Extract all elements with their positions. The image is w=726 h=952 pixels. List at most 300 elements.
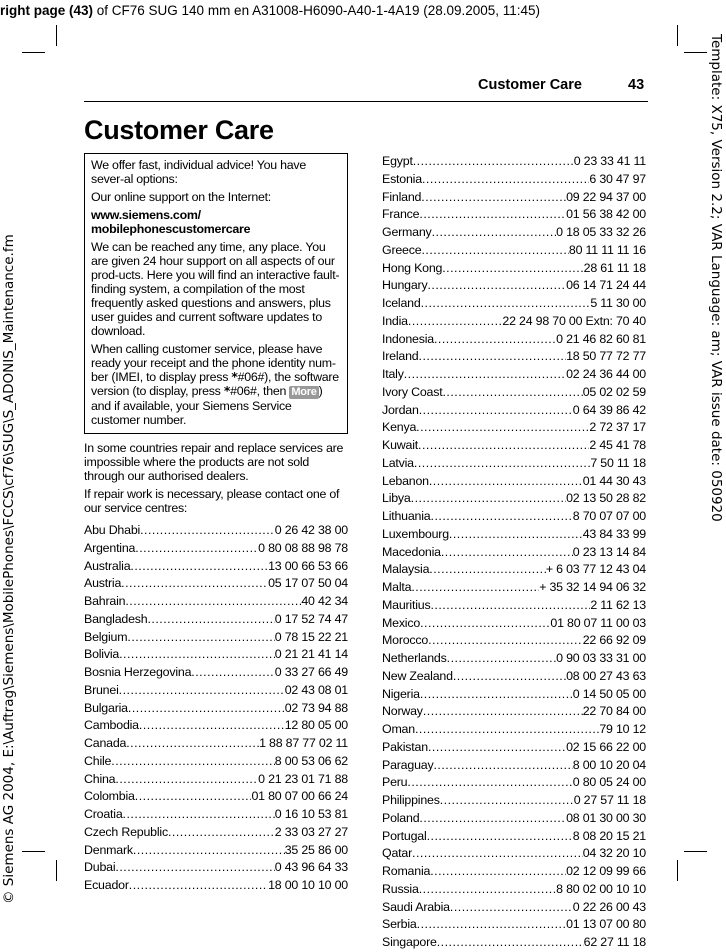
copyright-vertical: © Siemens AG 2004, E:\Auftrag\Siemens\MobilePhones\FCCS\cf76\SUG\S_ADONIS_Maintenance.fm [1, 234, 17, 904]
dot-leader [417, 916, 566, 934]
phone-number: 04 32 20 10 [582, 846, 646, 861]
dot-leader [115, 771, 258, 789]
country-name: Germany [382, 225, 432, 239]
country-row [84, 522, 348, 540]
dot-leader [115, 859, 274, 877]
country-row [382, 224, 646, 242]
dot-leader [125, 593, 301, 611]
country-name: Denmark [84, 842, 133, 857]
dot-leader [414, 455, 590, 473]
template-info-vertical: Template: X75, Version 2.2; VAR Language: am; VAR issue date: 050920 [708, 34, 724, 522]
country-row [84, 575, 348, 593]
country-row [84, 771, 348, 789]
country-name: Bangladesh [84, 611, 148, 626]
phone-number: 7 50 11 18 [590, 455, 646, 470]
country-name: Bahrain [84, 594, 126, 608]
country-row [84, 824, 348, 842]
country-name: Egypt [382, 154, 413, 168]
country-name: Ivory Coast [382, 384, 443, 399]
country-row [84, 877, 348, 895]
dot-leader [447, 650, 557, 668]
country-name: Latvia [382, 455, 414, 470]
phone-number: + 35 32 14 94 06 32 [539, 580, 646, 594]
dot-leader [431, 508, 573, 526]
country-row [84, 593, 348, 611]
calling-instructions [91, 342, 341, 427]
phone-number: 2 33 03 27 27 [274, 824, 348, 839]
phone-number: 0 23 13 14 84 [572, 544, 646, 559]
country-row [84, 806, 348, 824]
country-name: Abu Dhabi [84, 523, 141, 537]
country-row [382, 810, 646, 828]
phone-number: 05 17 07 50 04 [268, 576, 348, 591]
phone-number: 18 00 10 10 00 [268, 878, 348, 892]
country-row [84, 682, 348, 700]
phone-number: 05 02 02 59 [582, 384, 646, 399]
phone-number: 8 00 53 06 62 [274, 753, 348, 768]
service-intro [84, 441, 352, 519]
crop-mark [22, 851, 45, 852]
country-row [382, 437, 646, 455]
dot-leader [129, 877, 268, 895]
country-name: Mauritius [382, 597, 431, 612]
dot-leader [419, 402, 573, 420]
phone-number: 0 22 26 00 43 [572, 899, 646, 914]
dot-leader [111, 753, 275, 771]
country-row [382, 597, 646, 615]
country-name: Saudi Arabia [382, 899, 450, 914]
page-title: Customer Care [84, 115, 274, 145]
dot-leader [423, 703, 583, 721]
dot-leader [126, 735, 259, 753]
phone-number: 22 66 92 09 [582, 633, 646, 648]
country-name: Hungary [382, 278, 428, 293]
country-name: Oman [382, 722, 415, 736]
dot-leader [128, 700, 285, 718]
phone-number: 62 27 11 18 [583, 935, 646, 949]
country-name: Singapore [382, 935, 437, 949]
country-row [84, 753, 348, 771]
dot-leader [453, 668, 566, 686]
phone-number: 0 23 33 41 11 [573, 154, 646, 168]
country-name: Portugal [382, 828, 427, 843]
dot-leader [411, 579, 539, 597]
country-name: Chile [84, 753, 112, 768]
country-name: Kenya [382, 420, 417, 435]
dot-leader [412, 845, 583, 863]
country-row [382, 171, 646, 189]
phone-number: 0 16 10 53 81 [274, 807, 348, 821]
dot-leader [442, 260, 583, 278]
dot-leader [123, 806, 275, 824]
country-row [84, 717, 348, 735]
phone-number: 8 70 07 07 00 [572, 509, 646, 523]
phone-number: 02 73 94 88 [284, 700, 348, 715]
country-name: Italy [382, 367, 404, 381]
dot-leader [121, 575, 268, 593]
phone-number: 09 22 94 37 00 [566, 189, 646, 204]
country-name: Norway [382, 704, 423, 719]
country-row [84, 735, 348, 753]
country-name: Austria [84, 576, 122, 591]
dot-leader [421, 189, 566, 207]
phone-number: 22 24 98 70 00 Extn: 70 40 [502, 313, 646, 328]
country-row [84, 664, 348, 682]
dot-leader [428, 632, 583, 650]
support-url [91, 208, 341, 236]
country-row [382, 757, 646, 775]
dot-leader [422, 171, 589, 189]
dot-leader [421, 295, 591, 313]
country-name: Estonia [382, 171, 422, 186]
dot-leader [416, 419, 589, 437]
country-row [382, 402, 646, 420]
crop-mark [56, 25, 57, 46]
phone-number: 0 18 05 33 32 26 [556, 225, 646, 239]
country-name: Poland [382, 810, 420, 825]
country-name: Macedonia [382, 544, 441, 559]
running-header-section: Customer Care [478, 77, 582, 93]
dot-leader [432, 224, 557, 242]
phone-number: + 6 03 77 12 43 04 [545, 562, 646, 577]
country-name: Brunei [84, 682, 119, 697]
country-name: Nigeria [382, 686, 420, 701]
country-name: China [84, 771, 116, 786]
phone-number: 0 78 15 22 21 [274, 629, 348, 644]
dot-leader [441, 544, 573, 562]
phone-number: 18 50 77 72 77 [566, 349, 646, 364]
dot-leader [408, 313, 503, 331]
country-name: Jordan [382, 402, 419, 417]
country-row [382, 508, 646, 526]
phone-number: 5 11 30 00 [590, 296, 646, 310]
dot-leader [449, 526, 583, 544]
country-row [382, 419, 646, 437]
country-row [382, 490, 646, 508]
country-row [382, 668, 646, 686]
country-name: Qatar [382, 846, 412, 861]
country-row [382, 189, 646, 207]
dot-leader [427, 828, 573, 846]
country-list-right [382, 153, 646, 952]
dot-leader [421, 242, 568, 260]
dot-leader [119, 682, 285, 700]
dot-leader [419, 881, 556, 899]
dot-leader [415, 721, 599, 739]
phone-number: 02 13 50 28 82 [566, 491, 646, 506]
dot-leader [127, 629, 274, 647]
country-name: Czech Republic [84, 824, 168, 839]
country-row [382, 561, 646, 579]
dot-leader [450, 899, 573, 917]
country-row [382, 615, 646, 633]
dot-leader [419, 810, 566, 828]
country-name: Philippines [382, 793, 440, 807]
dot-leader [420, 686, 573, 704]
phone-number: 6 30 47 97 [589, 171, 646, 186]
country-row [382, 295, 646, 313]
crop-mark [677, 25, 678, 46]
country-row [84, 842, 348, 860]
country-name: Dubai [84, 860, 116, 875]
calling-text-b: #06#), the software version (to display, press [91, 370, 339, 398]
online-support-paragraph: Our online support on the Internet: [91, 190, 271, 204]
calling-text-c: #06#, then [230, 384, 290, 398]
phone-number: 08 01 30 00 30 [566, 810, 646, 825]
dot-leader [191, 664, 275, 682]
dot-leader [429, 473, 583, 491]
phone-number: 8 08 20 15 21 [572, 828, 646, 843]
country-name: Pakistan [382, 739, 428, 754]
country-row [382, 366, 646, 384]
country-name: Indonesia [382, 331, 434, 346]
phone-number: 80 11 11 11 16 [568, 242, 646, 257]
phone-number: 01 80 07 11 00 03 [550, 615, 646, 630]
country-row [84, 611, 348, 629]
country-name: Serbia [382, 917, 417, 932]
country-list-left [84, 522, 348, 895]
phone-number: 22 70 84 00 [582, 704, 646, 719]
dot-leader [139, 717, 285, 735]
calling-text-a: When calling customer service, please have ready your receipt and the phone identity num-ber (IMEI, to display press [91, 342, 336, 384]
dot-leader [428, 739, 566, 757]
country-row [382, 703, 646, 721]
support-description: We can be reached any time, any place. You are given 24 hour support on all aspects of our prod-ucts. Here you will find an interactive fault-finding system, a compilation of the most frequently asked questions and answers, plus user guides and current software updates to download. [91, 240, 340, 338]
phone-number: 01 80 07 00 66 24 [251, 789, 348, 804]
phone-number: 0 21 21 41 14 [274, 647, 348, 662]
phone-number: 0 14 50 05 00 [572, 686, 646, 701]
phone-number: 0 90 03 33 31 00 [556, 651, 646, 665]
support-info-box [84, 153, 348, 434]
country-row [382, 277, 646, 295]
country-row [382, 899, 646, 917]
country-row [84, 558, 348, 576]
country-row [382, 739, 646, 757]
country-name: Lebanon [382, 473, 429, 488]
country-row [382, 455, 646, 473]
country-row [84, 859, 348, 877]
country-name: Luxembourg [382, 526, 449, 541]
country-name: Iceland [382, 296, 421, 310]
country-name: Ecuador [84, 878, 129, 892]
country-name: India [382, 313, 408, 328]
contact-note: If repair work is necessary, please contact one of our service centres: [84, 487, 340, 515]
country-row [382, 721, 646, 739]
crop-mark [22, 52, 45, 53]
country-row [84, 700, 348, 718]
country-row [382, 934, 646, 952]
phone-number: 40 42 34 [301, 594, 348, 608]
country-name: Cambodia [84, 718, 139, 733]
document-info-text: of CF76 SUG 140 mm en A31008-H6090-A40-1-4A19 (28.09.2005, 11:45) [93, 3, 541, 18]
dot-leader [418, 437, 589, 455]
dot-leader [433, 757, 572, 775]
country-row [382, 828, 646, 846]
phone-number: 2 11 62 13 [590, 597, 646, 612]
phone-number: 01 13 07 00 80 [566, 917, 646, 932]
phone-number: 43 84 33 99 [582, 526, 646, 541]
country-name: Malaysia [382, 562, 430, 577]
country-name: Colombia [84, 789, 135, 804]
phone-number: 8 80 02 00 10 10 [556, 881, 646, 896]
phone-number: 1 88 87 77 02 11 [259, 736, 348, 750]
star-key-icon: * [231, 369, 238, 384]
country-row [382, 526, 646, 544]
country-name: New Zealand [382, 668, 453, 683]
phone-number: 8 00 10 20 04 [572, 757, 646, 772]
country-name: Libya [382, 491, 411, 506]
intro-paragraph: We offer fast, individual advice! You have sever-al options: [91, 158, 306, 186]
country-row [382, 881, 646, 899]
crop-mark [684, 851, 707, 852]
phone-number: 0 43 96 64 33 [274, 860, 348, 875]
country-row [382, 650, 646, 668]
phone-number: 02 15 66 22 00 [566, 739, 646, 754]
phone-number: 0 26 42 38 00 [274, 523, 348, 537]
country-row [382, 845, 646, 863]
country-name: Greece [382, 242, 422, 257]
phone-number: 0 33 27 66 49 [274, 665, 348, 679]
phone-number: 01 56 38 42 00 [566, 207, 646, 222]
dot-leader [119, 646, 275, 664]
country-row [84, 540, 348, 558]
country-row [382, 579, 646, 597]
crop-mark [677, 860, 678, 881]
country-name: Croatia [84, 807, 123, 821]
phone-number: 2 45 41 78 [589, 438, 646, 452]
crop-mark [684, 52, 707, 53]
dot-leader [140, 522, 275, 540]
dot-leader [133, 842, 285, 860]
phone-number: 35 25 86 00 [284, 842, 348, 857]
country-name: Bosnia Herzegovina [84, 665, 192, 679]
phone-number: 0 21 23 01 71 88 [258, 771, 348, 786]
country-row [84, 646, 348, 664]
dot-leader [419, 206, 566, 224]
dot-leader [168, 824, 275, 842]
phone-number: 13 00 66 53 66 [268, 558, 348, 573]
repair-note: In some countries repair and replace services are impossible where the products are not sold through our authorised dealers. [84, 441, 344, 483]
phone-number: 0 80 08 88 98 78 [258, 540, 348, 555]
country-name: Argentina [84, 540, 136, 555]
country-row [382, 916, 646, 934]
dot-leader [427, 277, 566, 295]
country-row [382, 313, 646, 331]
phone-number: 12 80 05 00 [284, 718, 348, 733]
phone-number: 01 44 30 43 [582, 473, 646, 488]
country-row [382, 348, 646, 366]
country-name: Kuwait [382, 438, 418, 452]
phone-number: 79 10 12 [599, 722, 646, 736]
country-row [382, 153, 646, 171]
phone-number: 0 80 05 24 00 [572, 775, 646, 790]
phone-number: 02 24 36 44 00 [566, 367, 646, 381]
dot-leader [442, 384, 582, 402]
dot-leader [135, 540, 258, 558]
more-softkey: More [291, 386, 317, 398]
country-name: Morocco [382, 633, 429, 648]
country-row [84, 788, 348, 806]
dot-leader [411, 490, 566, 508]
phone-number: 02 12 09 99 66 [566, 864, 646, 878]
country-row [382, 260, 646, 278]
header-rule [84, 101, 648, 102]
country-name: Romania [382, 864, 431, 878]
dot-leader [420, 615, 550, 633]
country-row [382, 544, 646, 562]
country-row [382, 774, 646, 792]
country-name: Mexico [382, 615, 421, 630]
country-name: Canada [84, 736, 127, 750]
dot-leader [135, 788, 252, 806]
star-key-icon: * [223, 383, 231, 398]
country-name: Bolivia [84, 647, 120, 662]
phone-number: 0 64 39 86 42 [572, 402, 646, 417]
country-name: Malta [382, 580, 412, 594]
country-row [382, 863, 646, 881]
country-row [382, 331, 646, 349]
country-row [382, 384, 646, 402]
page-number: 43 [628, 77, 645, 93]
dot-leader [407, 774, 572, 792]
country-row [382, 242, 646, 260]
dot-leader [437, 934, 584, 952]
country-name: Netherlands [382, 651, 447, 665]
dot-leader [419, 348, 567, 366]
phone-number: 02 43 08 01 [284, 682, 348, 697]
dot-leader [147, 611, 274, 629]
dot-leader [430, 597, 590, 615]
country-row [382, 632, 646, 650]
phone-number: 28 61 11 18 [583, 260, 646, 275]
url-line-1: www.siemens.com/ [91, 208, 201, 222]
phone-number: 0 17 52 74 47 [274, 611, 348, 626]
url-line-2: mobilephonescustomercare [91, 222, 251, 236]
country-name: Lithuania [382, 509, 431, 523]
phone-number: 06 14 71 24 44 [566, 278, 646, 293]
country-name: Russia [382, 881, 419, 896]
phone-number: 0 21 46 82 60 81 [556, 331, 646, 346]
country-row [382, 686, 646, 704]
country-name: Hong Kong [382, 260, 443, 275]
dot-leader [429, 561, 546, 579]
country-name: Peru [382, 775, 408, 790]
country-name: Bulgaria [84, 700, 128, 715]
country-name: Paraguay [382, 757, 434, 772]
dot-leader [440, 792, 574, 810]
dot-leader [434, 331, 556, 349]
phone-number: 2 72 37 17 [589, 420, 646, 435]
dot-leader [404, 366, 566, 384]
dot-leader [430, 863, 566, 881]
calling-text-d: ) and if available, your Siemens Service customer number. [91, 384, 323, 427]
dot-leader [413, 153, 574, 171]
country-name: Belgium [84, 629, 128, 644]
dot-leader [130, 558, 268, 576]
document-info-bar [0, 0, 726, 22]
country-row [382, 473, 646, 491]
country-name: Ireland [382, 349, 419, 364]
crop-mark [56, 860, 57, 881]
country-row [382, 792, 646, 810]
page-side-label: right page (43) [0, 3, 94, 18]
country-row [382, 206, 646, 224]
phone-number: 0 27 57 11 18 [573, 793, 646, 807]
country-row [84, 629, 348, 647]
country-name: Finland [382, 189, 422, 204]
country-name: Australia [84, 558, 131, 573]
country-name: France [382, 207, 420, 222]
